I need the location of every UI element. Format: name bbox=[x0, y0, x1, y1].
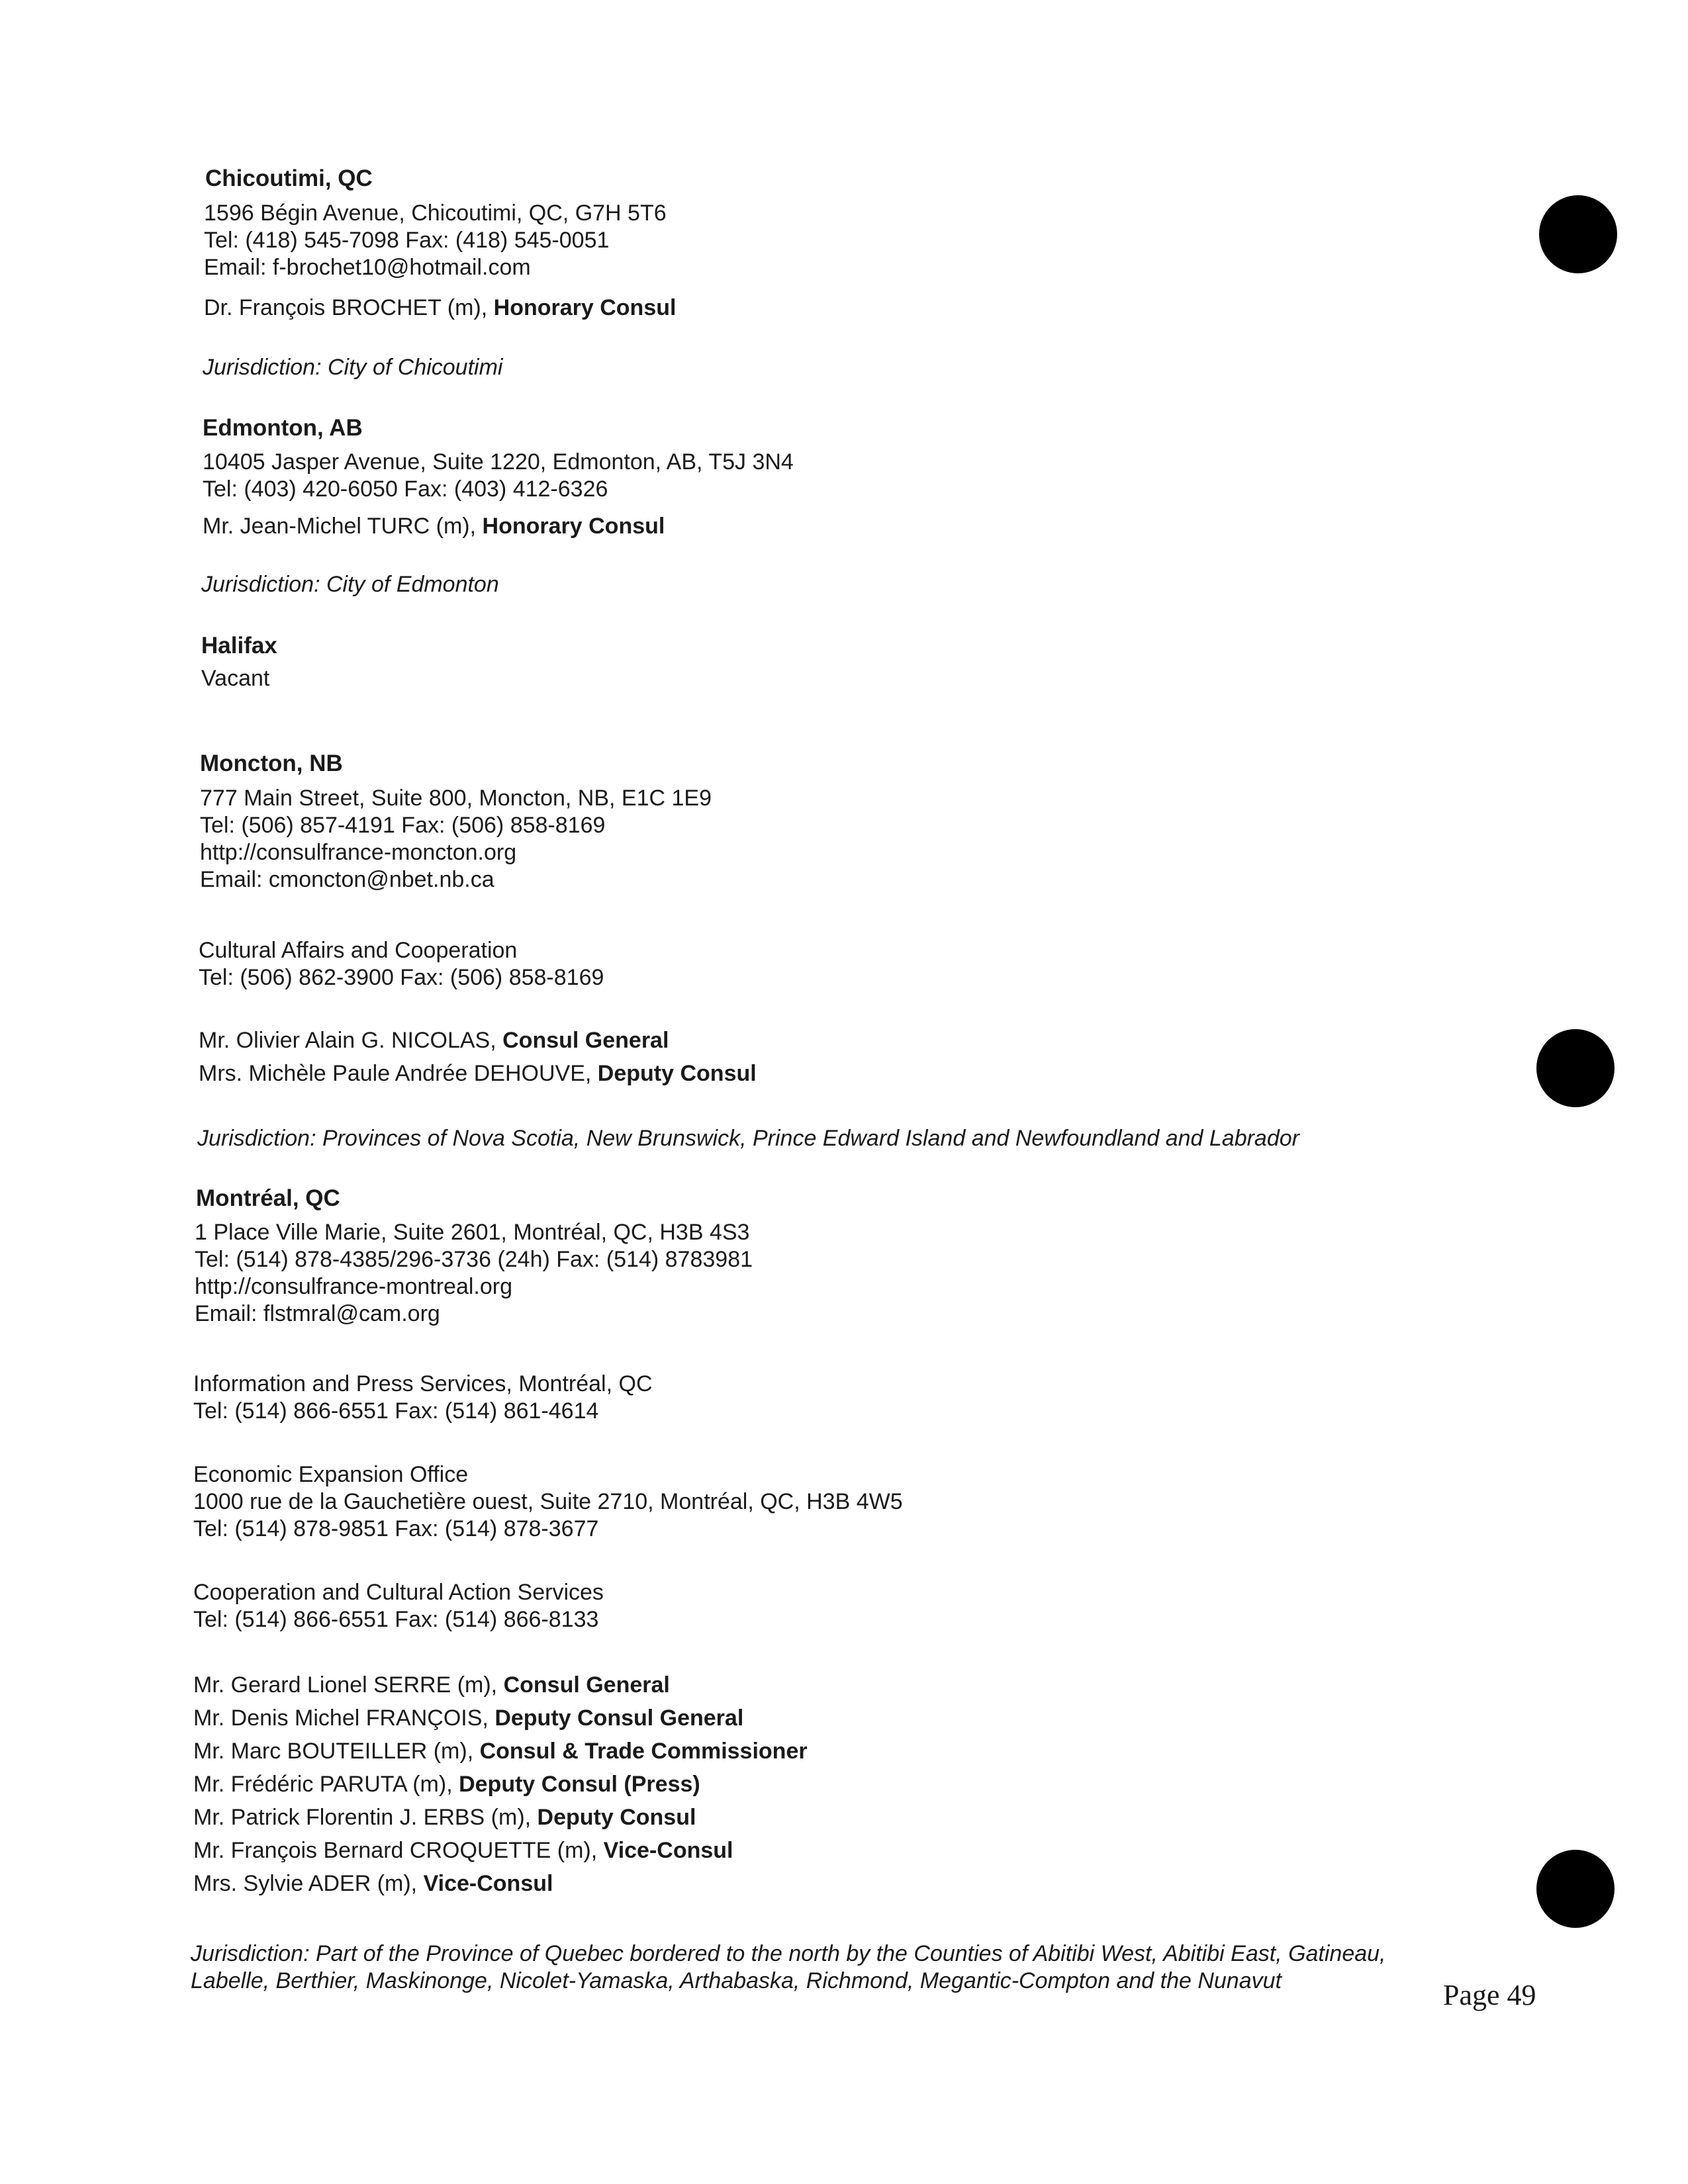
official-name: Dr. François BROCHET (m), bbox=[204, 295, 494, 320]
heading-chicoutimi: Chicoutimi, QC bbox=[205, 165, 373, 191]
official-title: Vice-Consul bbox=[603, 1838, 733, 1863]
official-name: Mr. Patrick Florentin J. ERBS (m), bbox=[193, 1805, 538, 1830]
status-halifax: Vacant bbox=[201, 666, 270, 691]
tel-fax-moncton: Tel: (506) 857-4191 Fax: (506) 858-8169 bbox=[200, 813, 606, 838]
official-title: Deputy Consul General bbox=[494, 1706, 744, 1731]
official-line bbox=[193, 1705, 743, 1731]
official-name: Mr. Jean-Michel TURC (m), bbox=[203, 514, 483, 539]
official-line bbox=[193, 1837, 733, 1864]
jurisdiction-moncton: Jurisdiction: Provinces of Nova Scotia, New Brunswick, Prince Edward Island and Newfoundland and Labrador bbox=[197, 1126, 1299, 1151]
email-moncton: Email: cmoncton@nbet.nb.ca bbox=[200, 867, 494, 892]
official-name: Mr. François Bernard CROQUETTE (m), bbox=[193, 1838, 604, 1863]
tel-fax-edmonton: Tel: (403) 420-6050 Fax: (403) 412-6326 bbox=[203, 477, 608, 502]
jurisdiction-edmonton: Jurisdiction: City of Edmonton bbox=[201, 572, 499, 597]
jurisdiction-chicoutimi: Jurisdiction: City of Chicoutimi bbox=[203, 355, 503, 380]
official-line bbox=[193, 1870, 553, 1897]
office-name: Information and Press Services, Montréal, QC bbox=[193, 1371, 653, 1396]
office-address: 1000 rue de la Gauchetière ouest, Suite 2710, Montréal, QC, H3B 4W5 bbox=[193, 1489, 903, 1514]
address-montreal: 1 Place Ville Marie, Suite 2601, Montréal, QC, H3B 4S3 bbox=[195, 1220, 750, 1245]
email-montreal: Email: flstmral@cam.org bbox=[195, 1301, 440, 1326]
official-title: Honorary Consul bbox=[482, 514, 665, 539]
official-name: Mr. Frédéric PARUTA (m), bbox=[193, 1772, 459, 1797]
official-line bbox=[193, 1738, 808, 1764]
official-name: Mr. Olivier Alain G. NICOLAS, bbox=[199, 1028, 503, 1053]
official-name: Mr. Marc BOUTEILLER (m), bbox=[193, 1739, 480, 1764]
address-chicoutimi: 1596 Bégin Avenue, Chicoutimi, QC, G7H 5T6 bbox=[204, 201, 667, 226]
office-name: Cooperation and Cultural Action Services bbox=[193, 1580, 604, 1605]
url-moncton: http://consulfrance-moncton.org bbox=[200, 840, 517, 865]
official-title: Consul General bbox=[502, 1028, 669, 1053]
official-title: Deputy Consul bbox=[597, 1061, 757, 1086]
heading-edmonton: Edmonton, AB bbox=[203, 415, 363, 441]
address-moncton: 777 Main Street, Suite 800, Moncton, NB, E1C 1E9 bbox=[200, 786, 712, 811]
url-montreal: http://consulfrance-montreal.org bbox=[195, 1274, 513, 1299]
punch-hole-middle bbox=[1536, 1029, 1615, 1107]
heading-moncton: Moncton, NB bbox=[200, 751, 343, 776]
punch-hole-bottom bbox=[1536, 1850, 1615, 1928]
office-tel: Tel: (514) 866-6551 Fax: (514) 866-8133 bbox=[193, 1607, 599, 1632]
address-edmonton: 10405 Jasper Avenue, Suite 1220, Edmonton, AB, T5J 3N4 bbox=[203, 449, 794, 475]
official-line bbox=[204, 295, 676, 321]
office-name: Economic Expansion Office bbox=[193, 1462, 469, 1487]
jurisdiction-montreal-line-2: Labelle, Berthier, Maskinonge, Nicolet-Yamaska, Arthabaska, Richmond, Megantic-Compton and the Nunavut bbox=[191, 1968, 1282, 1993]
page-number: Page 49 bbox=[1443, 1979, 1536, 2011]
official-name: Mrs. Sylvie ADER (m), bbox=[193, 1871, 424, 1896]
office-name-moncton: Cultural Affairs and Cooperation bbox=[199, 938, 518, 963]
official-name: Mr. Gerard Lionel SERRE (m), bbox=[193, 1672, 504, 1698]
tel-fax-montreal: Tel: (514) 878-4385/296-3736 (24h) Fax: (514) 8783981 bbox=[195, 1247, 753, 1272]
official-title: Consul General bbox=[503, 1672, 670, 1698]
official-title: Consul & Trade Commissioner bbox=[479, 1739, 808, 1764]
official-name: Mrs. Michèle Paule Andrée DEHOUVE, bbox=[199, 1061, 598, 1086]
official-line bbox=[203, 513, 665, 539]
official-line bbox=[193, 1804, 696, 1831]
official-line bbox=[199, 1060, 757, 1087]
official-title: Deputy Consul bbox=[537, 1805, 696, 1830]
heading-halifax: Halifax bbox=[201, 633, 277, 659]
jurisdiction-montreal-line-1: Jurisdiction: Part of the Province of Quebec bordered to the north by the Counties of Abitibi West, Abitibi East, Gatineau, bbox=[191, 1941, 1386, 1966]
heading-montreal: Montréal, QC bbox=[196, 1185, 340, 1211]
official-title: Honorary Consul bbox=[493, 295, 677, 320]
email-chicoutimi: Email: f-brochet10@hotmail.com bbox=[204, 255, 531, 280]
office-tel: Tel: (514) 866-6551 Fax: (514) 861-4614 bbox=[193, 1398, 599, 1424]
office-tel-moncton: Tel: (506) 862-3900 Fax: (506) 858-8169 bbox=[199, 965, 604, 990]
tel-fax-chicoutimi: Tel: (418) 545-7098 Fax: (418) 545-0051 bbox=[204, 228, 610, 253]
official-line bbox=[199, 1027, 669, 1054]
official-title: Deputy Consul (Press) bbox=[459, 1772, 700, 1797]
official-line bbox=[193, 1771, 700, 1797]
official-line bbox=[193, 1672, 670, 1698]
official-name: Mr. Denis Michel FRANÇOIS, bbox=[193, 1706, 495, 1731]
office-tel: Tel: (514) 878-9851 Fax: (514) 878-3677 bbox=[193, 1516, 599, 1541]
official-title: Vice-Consul bbox=[423, 1871, 553, 1896]
punch-hole-top bbox=[1539, 195, 1617, 273]
